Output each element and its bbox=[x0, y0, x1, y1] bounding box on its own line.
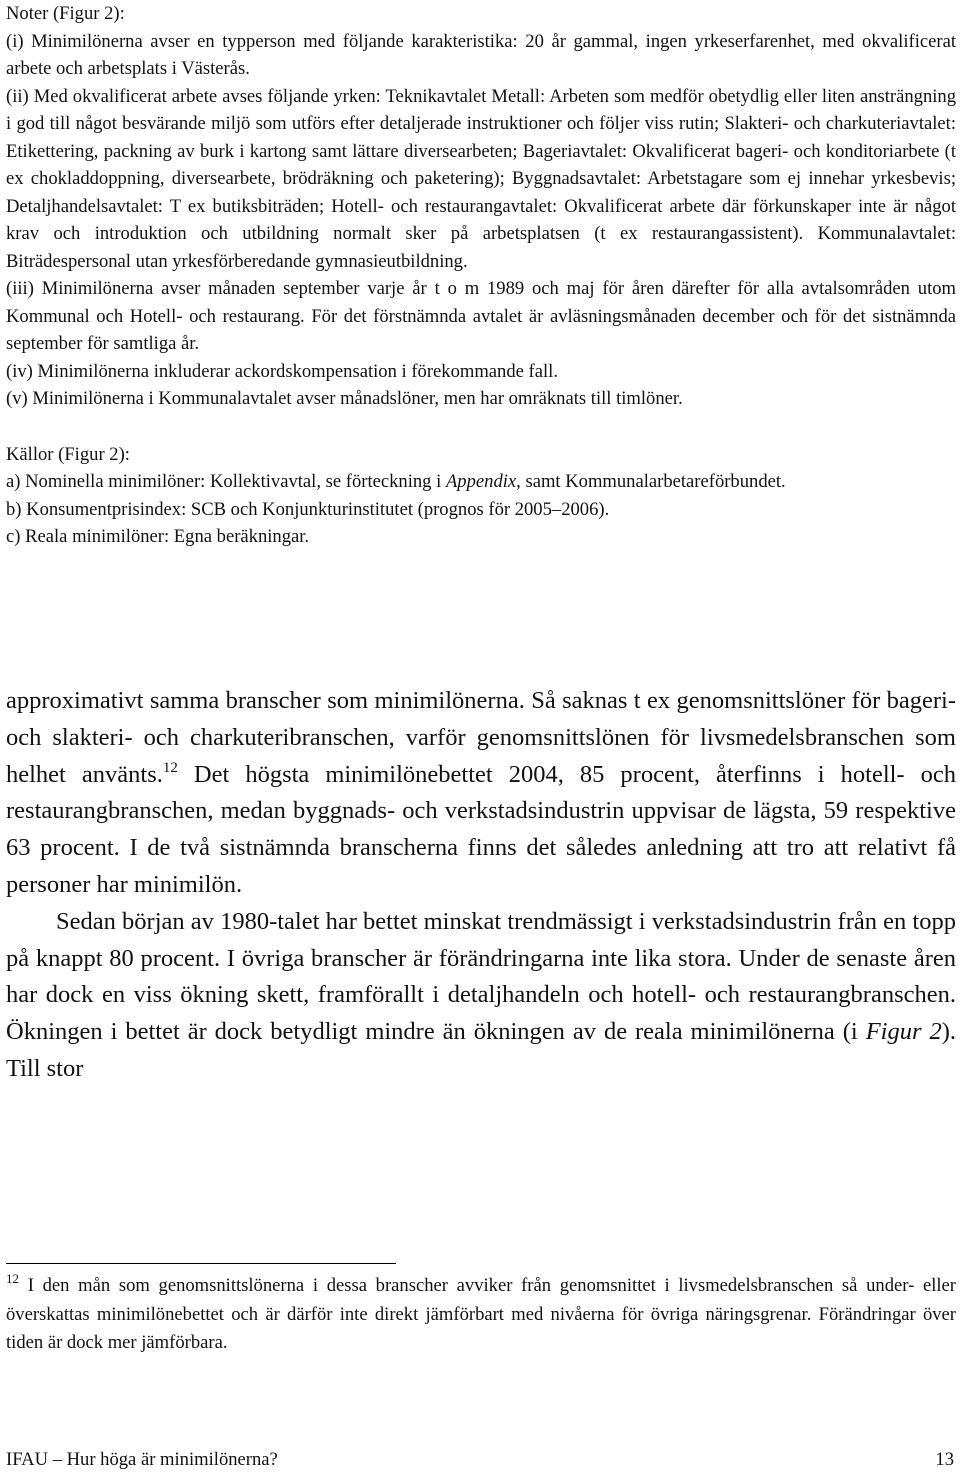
body-paragraph-2 bbox=[6, 904, 956, 1088]
note-item-v: (v) Minimilönerna i Kommunalavtalet avser månadslöner, men har omräknats till timlöner. bbox=[6, 388, 683, 409]
paragraph-2-start: Sedan början av 1980-talet har bettet minskat trendmässigt i verkstadsindustrin från en topp på knappt 80 procent. I övriga branscher är förändringarna inte lika stora. Under de senaste åren har dock en viss ökning skett, framförallt i detaljhandeln och hotell- och restaurangbranschen. Ökningen i bettet är dock betydligt mindre än ökningen av de reala minimilönerna (i bbox=[6, 907, 956, 1046]
note-item-iv: (iv) Minimilönerna inkluderar ackordskompensation i förekommande fall. bbox=[6, 360, 558, 382]
source-c: c) Reala minimilöner: Egna beräkningar. bbox=[6, 526, 310, 547]
footer-title: IFAU – Hur höga är minimilönerna? bbox=[6, 1449, 278, 1470]
figure-notes bbox=[6, 0, 956, 551]
sources-heading: Källor (Figur 2): bbox=[6, 443, 130, 465]
source-a bbox=[6, 468, 956, 496]
footnote-12 bbox=[6, 1272, 956, 1358]
footnote bbox=[6, 1272, 956, 1358]
body-paragraph-1 bbox=[6, 683, 956, 904]
source-b: b) Konsumentprisindex: SCB och Konjunkturinstitutet (prognos för 2005–2006). bbox=[6, 498, 610, 520]
footnote-divider bbox=[6, 1263, 396, 1264]
note-item-i: (i) Minimilönerna avser en typperson med följande karakteristika: 20 år gammal, ingen yrkeserfarenhet, med okvalificerat arbete och arbetsplats i Västerås. bbox=[6, 30, 956, 79]
note-item-ii: (ii) Med okvalificerat arbete avses följande yrken: Teknikavtalet Metall: Arbeten som medför obetydlig eller liten ansträngning i god till något besvärande miljö som utförs efter detaljerade instruktioner och följer viss rutin; Slakteri- och charkuteriavtalet: Etikettering, packning av burk i kartong samt lättare diversearbeten; Bageriavtalet: Okvalificerat bageri- och konditoriarbete (t ex chokladdoppning, diversearbete, brödräkning och paketering); Byggnadsavtalet: Arbetstagare som ej innehar yrkesbevis; Detaljhandelsavtalet: T ex butiksbiträden; Hotell- och restaurangavtalet: Okvalificerat arbete där förkunskaper inte är något krav och introduktion och utbildning normalt sker på arbetsplatsen (t ex restaurangassistent). Kommunalavtalet: Biträdespersonal utan yrkesförberedande gymnasieutbildning. bbox=[6, 85, 956, 272]
body-text bbox=[6, 683, 956, 1088]
section-spacer bbox=[6, 413, 956, 441]
notes-heading: Noter (Figur 2): bbox=[6, 3, 125, 24]
paragraph-2-end: ). Till stor bbox=[6, 1018, 956, 1082]
figure-reference: Figur 2 bbox=[865, 1018, 942, 1046]
source-a-text-end: , samt Kommunalarbetareförbundet. bbox=[516, 471, 786, 492]
footnote-text: I den mån som genomsnittslönerna i dessa branscher avviker från genomsnittet i livsmedelsbranschen så under- eller överskattas minimilönebettet och är därför inte direkt jämförbart med nivåerna för övriga näringsgrenar. Förändringar över tiden är dock mer jämförbara. bbox=[6, 1275, 956, 1353]
paragraph-1-start: approximativt samma branscher som minimilönerna. Så saknas t ex genomsnittslöner för bageri- och slakteri- och charkuteribranschen, varför genomsnittslönen för livsmedelsbranschen som helhet använts. bbox=[6, 687, 956, 788]
appendix-reference: Appendix bbox=[445, 471, 517, 492]
source-a-text: a) Nominella minimilöner: Kollektivavtal, se förteckning i bbox=[6, 471, 446, 492]
page-number: 13 bbox=[935, 1449, 954, 1470]
footnote-number: 12 bbox=[6, 1271, 19, 1286]
page-footer bbox=[6, 1448, 956, 1472]
paragraph-1-end: Det högsta minimilönebettet 2004, 85 procent, återfinns i hotell- och restaurangbranschen, medan byggnads- och verkstadsindustrin uppvisar de lägsta, 59 respektive 63 procent. I de två sistnämnda branscherna finns det således anledning att tro att relativt få personer har minimilön. bbox=[6, 760, 957, 898]
note-item-iii: (iii) Minimilönerna avser månaden september varje år t o m 1989 och maj för åren därefter för alla avtalsområden utom Kommunal och Hotell- och restaurang. För det förstnämnda avtalet är avläsningsmånaden december och för det sistnämnda september för samtliga år. bbox=[6, 278, 956, 354]
footnote-reference[interactable]: 12 bbox=[162, 759, 178, 776]
